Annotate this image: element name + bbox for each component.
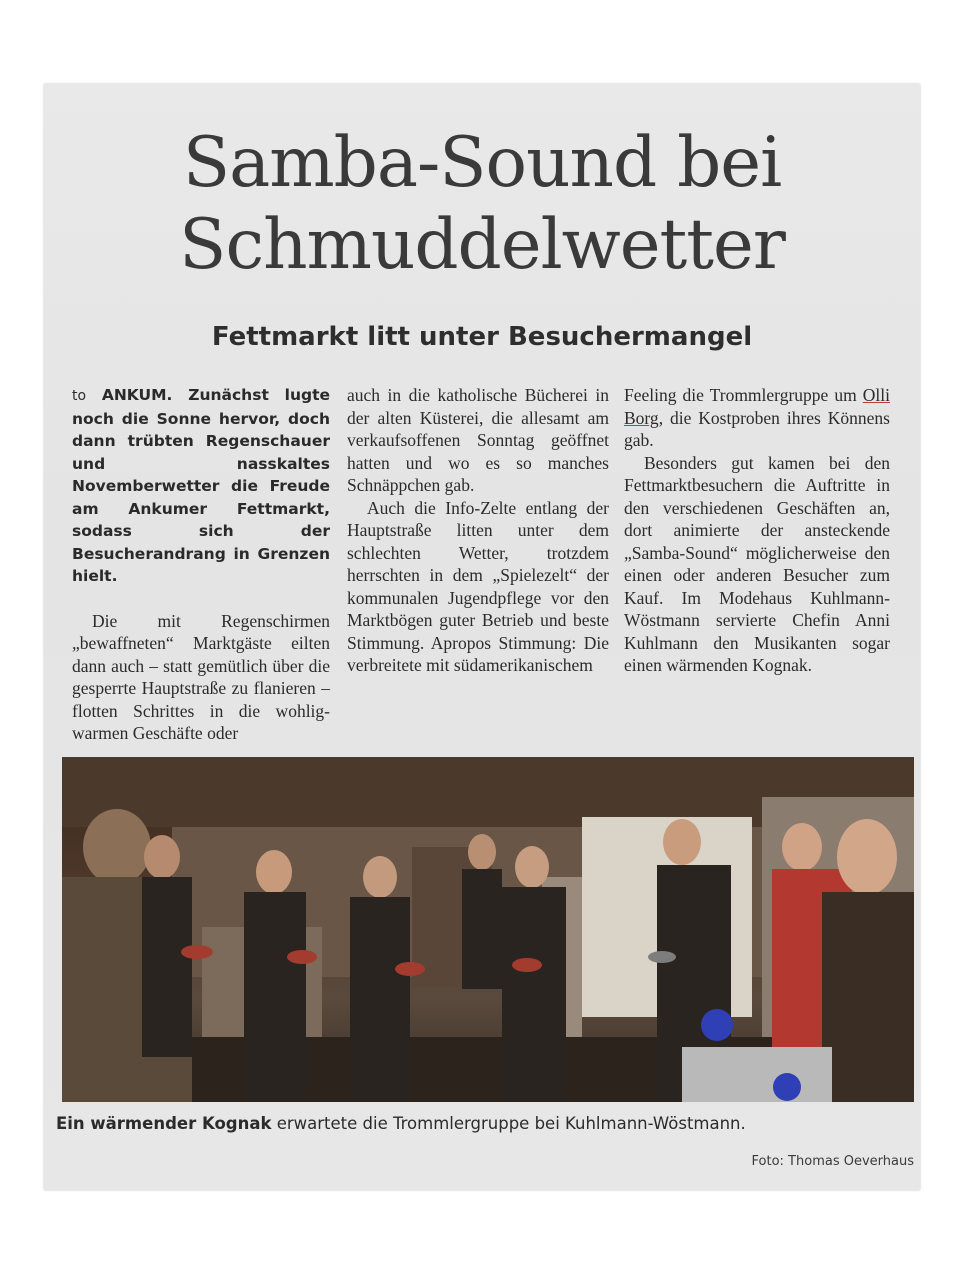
photo-illustration [62,757,914,1102]
column-3 [624,384,890,677]
body-paragraph: auch in die katholische Bücherei in der alten Küsterei, die allesamt am verkaufsoffenen Sonntag geöffnet hatten und wo es so manches Schnäppchen gab. [347,385,609,495]
photo-credit: Foto: Thomas Oeverhaus [751,1154,914,1169]
caption-text: erwartete die Trommlergruppe bei Kuhlmann-Wöstmann. [271,1114,746,1133]
headline-line-1: Samba-Sound bei [182,123,782,203]
lead-text: ANKUM. Zunächst lugte noch die Sonne hervor, doch dann trübten Regenschauer und nasskaltes Novemberwetter die Freude am Ankumer Fettmarkt, sodass sich der Besucherandrang in Grenzen hielt. [72,386,330,585]
headline [44,122,920,286]
news-photo [62,757,914,1102]
column-2 [347,384,609,677]
body-paragraph: Die mit Regenschirmen „bewaffneten“ Marktgäste eilten dann auch – statt gemütlich über die gesperrte Hauptstraße zu flanieren – flotten Schrittes in die wohlig-warmen Geschäfte oder [72,610,330,743]
lead-paragraph [72,384,330,588]
underlined-name: Olli Borg [624,385,890,428]
newspaper-clipping [44,84,920,1190]
body-text: Feeling die Trommlergruppe um [624,385,863,405]
headline-line-2: Schmuddelwetter [179,205,785,285]
body-paragraph: Besonders gut kamen bei den Fettmarktbesuchern die Auftritte in den verschiedenen Geschäften an, dort animierte der ansteckende „Samba-Sound“ möglicherweise den einen oder anderen Besucher zum Kauf. Im Modehaus Kuhlmann-Wöstmann servierte Chefin Anni Kuhlmann den Musikanten sogar einen wärmenden Kognak. [624,452,890,675]
body-text: , die Kostproben ihres Könnens gab. [624,407,890,450]
photo-caption [56,1114,746,1133]
body-paragraph [624,384,890,452]
caption-bold: Ein wärmender Kognak [56,1114,272,1133]
author-initials: to [72,388,87,404]
subheadline: Fettmarkt litt unter Besuchermangel [211,322,753,352]
body-paragraph: Auch die Info-Zelte entlang der Hauptstraße litten unter dem schlechten Wetter, trotzdem herrschten in dem „Spielezelt“ der kommunalen Jugendpflege vor den Marktbögen guter Betrieb und beste Stimmung. Apropos Stimmung: Die verbreitete mit südamerikanischem [347,497,609,675]
column-1 [72,384,330,745]
